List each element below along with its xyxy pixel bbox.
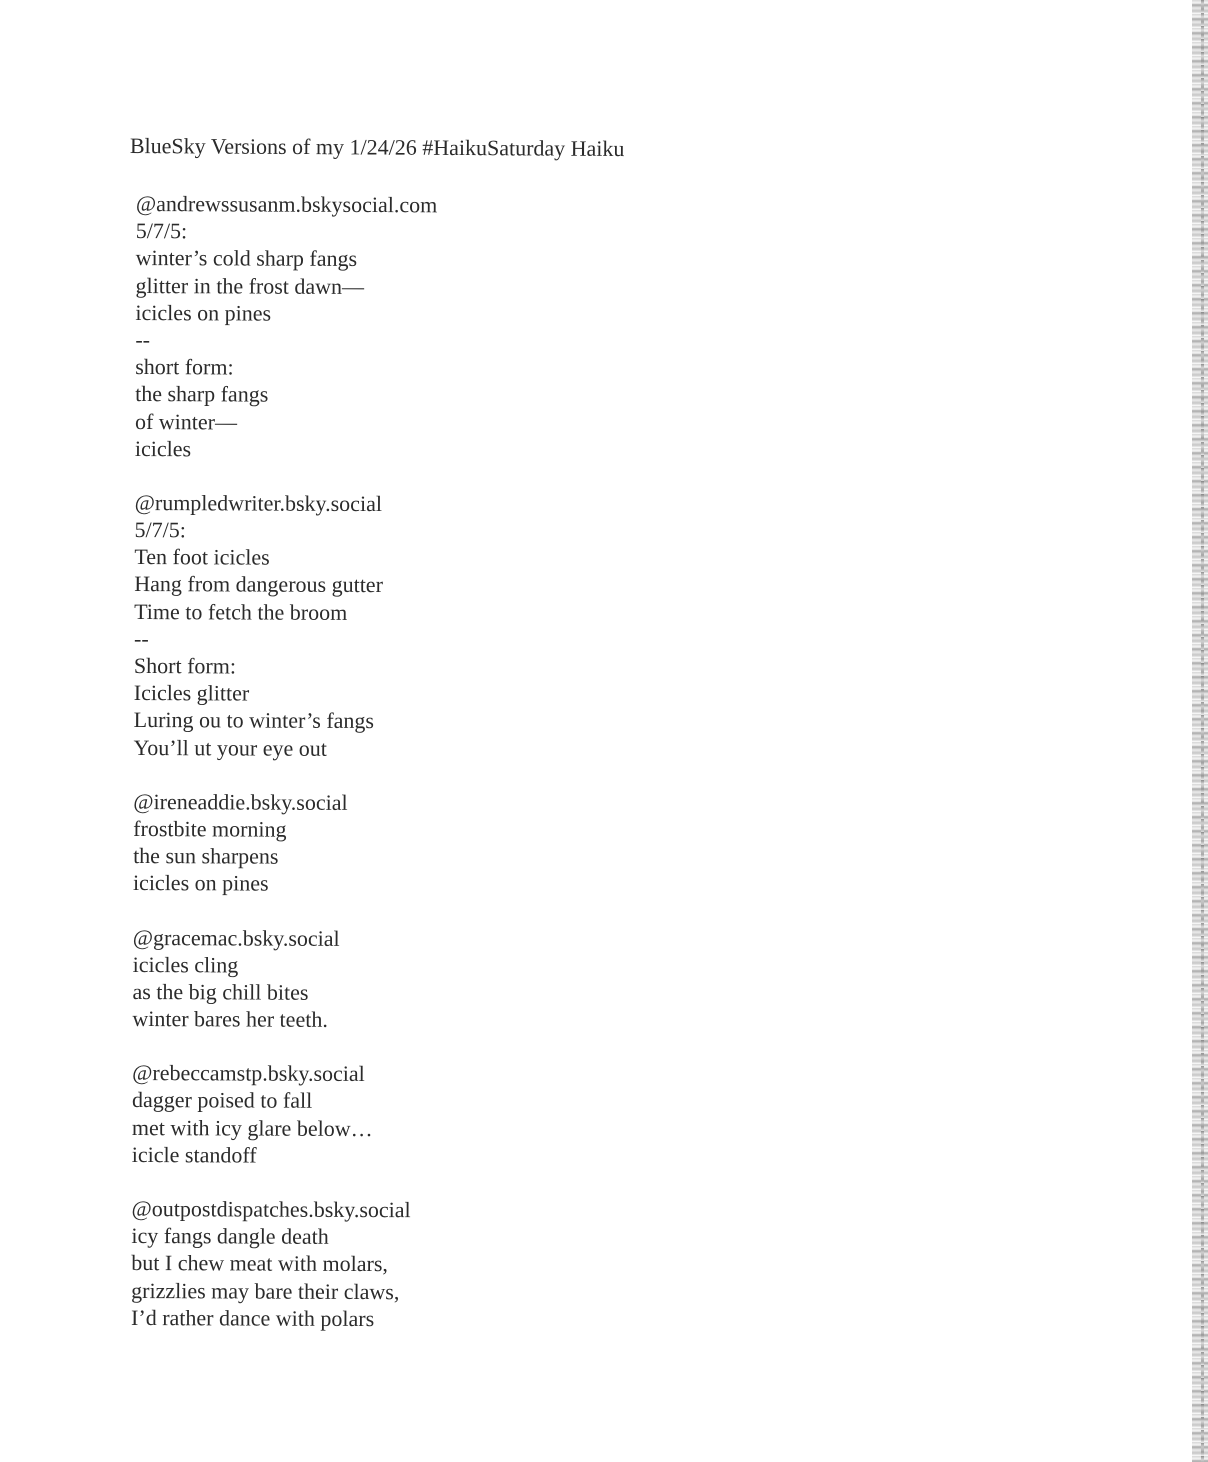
poem-line: as the big chill bites — [132, 978, 309, 1005]
poem-line: Icicles glitter — [133, 680, 250, 706]
author-handle: @gracemac.bsky.social — [132, 924, 340, 951]
poem-line: Luring ou to winter’s fangs — [133, 707, 375, 734]
poem-line: of winter— — [134, 408, 238, 434]
haiku-entry — [133, 788, 1033, 901]
poem-line: short form: — [135, 354, 234, 380]
poem-line: I’d rather dance with polars — [131, 1304, 375, 1331]
author-handle: @andrewssusanm.bskysocial.com — [135, 190, 438, 218]
author-handle: @rumpledwriter.bsky.social — [134, 489, 383, 516]
poem-line: winter’s cold sharp fangs — [135, 245, 358, 272]
poem-line: icy fangs dangle death — [131, 1223, 329, 1250]
haiku-entry — [134, 489, 1035, 765]
author-handle: @outpostdispatches.bsky.social — [131, 1195, 411, 1223]
poem-line: grizzlies may bare their claws, — [131, 1277, 400, 1304]
poem-line: You’ll ut your eye out — [133, 734, 327, 761]
poem-line: icicles cling — [132, 951, 239, 978]
haiku-entry — [132, 1059, 1032, 1172]
poem-line: 5/7/5: — [135, 218, 188, 244]
poem-line: frostbite morning — [133, 815, 287, 842]
poem-line: -- — [133, 625, 149, 651]
haiku-entry — [132, 923, 1032, 1036]
poem-line: Time to fetch the broom — [134, 598, 348, 625]
poem-line: icicle standoff — [131, 1141, 257, 1168]
poem-line: -- — [135, 326, 151, 352]
author-handle: @ireneaddie.bsky.social — [133, 788, 348, 815]
page-edge-texture — [1201, 0, 1204, 1462]
author-handle: @rebeccamstp.bsky.social — [132, 1060, 365, 1087]
haiku-entry — [131, 1195, 1032, 1335]
haiku-list — [131, 190, 1036, 1362]
poem-line: glitter in the frost dawn— — [135, 272, 365, 299]
poem-line: met with icy glare below… — [131, 1114, 373, 1141]
poem-line: winter bares her teeth. — [132, 1006, 328, 1032]
poem-line: Hang from dangerous gutter — [134, 571, 383, 598]
page-edge-shadow — [1192, 0, 1208, 1462]
poem-line: but I chew meat with molars, — [131, 1250, 388, 1277]
poem-line: dagger poised to fall — [131, 1087, 313, 1114]
poem-line: the sharp fangs — [135, 381, 269, 407]
poem-line: 5/7/5: — [134, 517, 186, 543]
poem-line: Short form: — [133, 652, 237, 679]
haiku-entry — [135, 190, 1036, 466]
poem-line: the sun sharpens — [133, 843, 279, 869]
poem-line: icicles on pines — [135, 299, 272, 326]
poem-line: icicles on pines — [132, 870, 269, 896]
poem-line: icicles — [134, 435, 192, 461]
poem-line: Ten foot icicles — [134, 544, 270, 570]
document-title: BlueSky Versions of my 1/24/26 #HaikuSaturday Haiku — [129, 132, 625, 162]
